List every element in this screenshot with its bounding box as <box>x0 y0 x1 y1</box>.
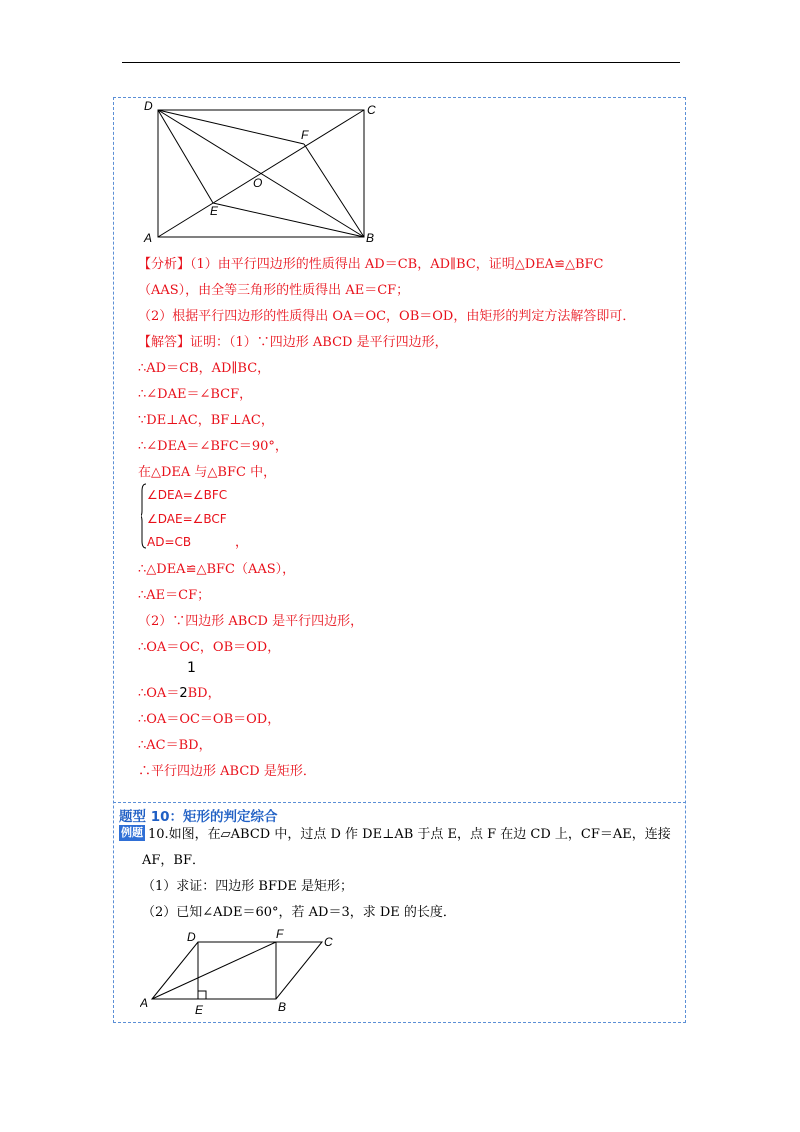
system-equation-3: AD=CB <box>147 535 192 549</box>
answer-line-10: ∴OA＝OC，OB＝OD， <box>138 640 281 655</box>
answer-line-14: ∴平行四边形 ABCD 是矩形． <box>138 764 316 779</box>
answer-line-11-pre: ∴OA＝ <box>138 686 180 701</box>
page-header-rule <box>122 62 680 63</box>
answer-line-8: ∴AE＝CF； <box>138 588 211 603</box>
section-title: 题型 10：矩形的判定综合 <box>119 809 278 825</box>
label-f: F <box>276 927 284 941</box>
parallelogram-outline <box>152 942 322 999</box>
answer-line-2: ∴AD＝CB，AD∥BC， <box>138 361 271 376</box>
segment-de <box>158 110 213 203</box>
answer-line-5: ∴∠DEA＝∠BFC＝90°， <box>138 439 288 454</box>
fraction-numerator: 1 <box>187 660 196 676</box>
right-angle-mark <box>198 991 206 999</box>
fraction-denominator: 2 <box>179 686 188 701</box>
question-line-1: 10.如图，在▱ABCD 中，过点 D 作 DE⊥AB 于点 E，点 F 在边 CD 上，CF＝AE，连接 <box>148 827 671 842</box>
answer-line-11 <box>138 685 221 703</box>
figure-rectangle-abcd <box>142 100 382 245</box>
segment-df <box>158 110 304 144</box>
system-comma: ， <box>235 535 249 550</box>
label-o: O <box>253 176 263 190</box>
answer-line-3: ∴∠DAE＝∠BCF， <box>138 387 253 402</box>
analysis-line-1: 【分析】（1）由平行四边形的性质得出 AD＝CB，AD∥BC，证明△DEA≌△BFC <box>138 257 604 272</box>
answer-line-6: 在△DEA 与△BFC 中， <box>138 465 277 480</box>
analysis-line-2: （AAS），由全等三角形的性质得出 AE＝CF； <box>138 283 410 298</box>
system-equation-2: ∠DAE=∠BCF <box>147 512 227 526</box>
frame-divider <box>113 802 686 803</box>
label-b: B <box>366 231 375 245</box>
example-badge: 例题 <box>121 826 143 839</box>
label-d: D <box>144 100 153 113</box>
analysis-line-3: （2）根据平行四边形的性质得出 OA＝OC，OB＝OD，由矩形的判定方法解答即可． <box>138 309 636 324</box>
label-a: A <box>144 231 153 245</box>
label-c: C <box>367 103 376 117</box>
segment-fb <box>304 144 364 237</box>
answer-line-13: ∴AC＝BD， <box>138 738 212 753</box>
segment-eb <box>213 203 364 237</box>
label-f: F <box>301 128 309 142</box>
label-e: E <box>210 204 219 218</box>
figure-parallelogram-abcd <box>140 925 340 1020</box>
question-part-1: （1）求证：四边形 BFDE 是矩形； <box>142 879 354 894</box>
answer-line-11-post: BD， <box>187 686 221 701</box>
system-equation-1: ∠DEA=∠BFC <box>147 488 228 502</box>
answer-line-4: ∵DE⊥AC，BF⊥AC， <box>138 413 274 428</box>
answer-line-1: 【解答】证明：（1）∵四边形 ABCD 是平行四边形， <box>138 335 448 350</box>
answer-line-12: ∴OA＝OC＝OB＝OD， <box>138 712 281 727</box>
label-a: A <box>140 996 149 1010</box>
segment-af <box>152 942 276 999</box>
label-e: E <box>195 1003 204 1017</box>
answer-line-7: ∴△DEA≌△BFC（AAS）， <box>138 562 296 577</box>
question-line-2: AF，BF． <box>142 853 205 868</box>
label-c: C <box>324 935 333 949</box>
label-d: D <box>187 930 196 944</box>
answer-line-9: （2）∵四边形 ABCD 是平行四边形， <box>138 614 364 629</box>
label-b: B <box>278 1000 287 1014</box>
question-part-2: （2）已知∠ADE＝60°，若 AD＝3，求 DE 的长度． <box>142 905 456 920</box>
